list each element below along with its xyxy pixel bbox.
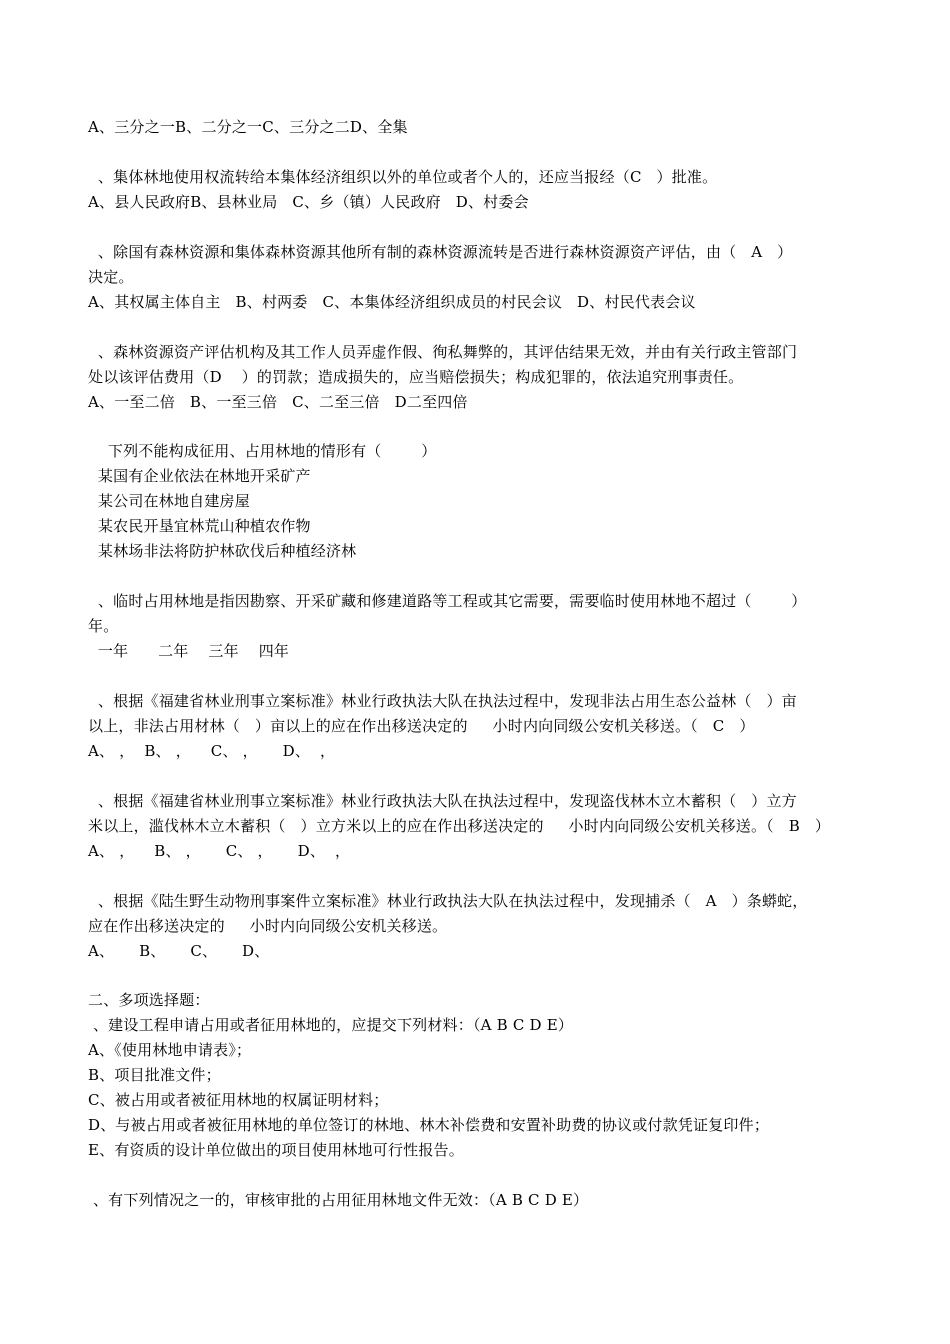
mq1-stem: 、建设工程申请占用或者征用林地的，应提交下列材料：（A B C D E） (88, 1016, 574, 1034)
q3-options: A、一至二倍 B、一至三倍 C、二至三倍 D二至四倍 (88, 393, 468, 411)
q2-stem-line2: 决定。 (88, 268, 134, 286)
q7-options: A、 ， B、 ， C、 ， D、 ， (88, 842, 351, 860)
q7-stem-line1: 、根据《福建省林业刑事立案标准》林业行政执法大队在执法过程中，发现盗伐林木立木蓄积（ ）立方 (88, 792, 797, 810)
q3-stem-line2: 处以该评估费用（D ）的罚款；造成损失的，应当赔偿损失；构成犯罪的，依法追究刑事责任。 (88, 368, 744, 386)
mq1-option-c: C、被占用或者被征用林地的权属证明材料； (88, 1091, 389, 1109)
q4-option-d: 某林场非法将防护林砍伐后种植经济林 (88, 542, 357, 560)
mq2-stem: 、有下列情况之一的，审核审批的占用征用林地文件无效：（A B C D E） (88, 1191, 589, 1209)
q8-options: A、 B、 C、 D、 (88, 942, 270, 960)
q5-options: 一年 二年 三年 四年 (88, 642, 290, 660)
q4-stem: 下列不能构成征用、占用林地的情形有（ ） (88, 442, 437, 460)
q3-stem-line1: 、森林资源资产评估机构及其工作人员弄虚作假、徇私舞弊的，其评估结果无效，并由有关行政主管部门 (88, 343, 798, 361)
q6-stem-line2: 以上，非法占用材林（ ）亩以上的应在作出移送决定的 小时内向同级公安机关移送。（ C ） (88, 717, 755, 735)
q1-stem: 、集体林地使用权流转给本集体经济组织以外的单位或者个人的，还应当报经（C ）批准。 (88, 168, 718, 186)
mq1-option-a: A、《使用林地申请表》； (88, 1041, 252, 1059)
section-heading-multiple-choice: 二、多项选择题： (88, 991, 210, 1009)
q-prev-options: A、三分之一B、二分之一C、三分之二D、全集 (88, 118, 408, 136)
q8-stem-line1: 、根据《陆生野生动物刑事案件立案标准》林业行政执法大队在执法过程中，发现捕杀（ A ）条蟒蛇， (88, 892, 808, 910)
q2-stem-line1: 、除国有森林资源和集体森林资源其他所有制的森林资源流转是否进行森林资源资产评估，由（ A ） (88, 243, 793, 261)
q4-option-a: 某国有企业依法在林地开采矿产 (88, 467, 311, 485)
q8-stem-line2: 应在作出移送决定的 小时内向同级公安机关移送。 (88, 917, 448, 935)
q4-option-b: 某公司在林地自建房屋 (88, 492, 250, 510)
mq1-option-d: D、与被占用或者被征用林地的单位签订的林地、林木补偿费和安置补助费的协议或付款凭证复印件； (88, 1116, 770, 1134)
q6-options: A、 ， B、 ， C、 ， D、 ， (88, 742, 336, 760)
q5-stem-line1: 、临时占用林地是指因勘察、开采矿藏和修建道路等工程或其它需要，需要临时使用林地不超过（ ） (88, 592, 807, 610)
q1-options: A、县人民政府B、县林业局 C、乡（镇）人民政府 D、村委会 (88, 193, 529, 211)
mq1-option-e: E、有资质的设计单位做出的项目使用林地可行性报告。 (88, 1141, 464, 1159)
q7-stem-line2: 米以上，滥伐林木立木蓄积（ ）立方米以上的应在作出移送决定的 小时内向同级公安机关移送。（ B ） (88, 817, 831, 835)
mq1-option-b: B、项目批准文件； (88, 1066, 221, 1084)
q4-option-c: 某农民开垦宜林荒山种植农作物 (88, 517, 311, 535)
q2-options: A、其权属主体自主 B、村两委 C、本集体经济组织成员的村民会议 D、村民代表会议 (88, 293, 696, 311)
q6-stem-line1: 、根据《福建省林业刑事立案标准》林业行政执法大队在执法过程中，发现非法占用生态公益林（ ）亩 (88, 692, 797, 710)
q5-stem-line2: 年。 (88, 617, 119, 635)
